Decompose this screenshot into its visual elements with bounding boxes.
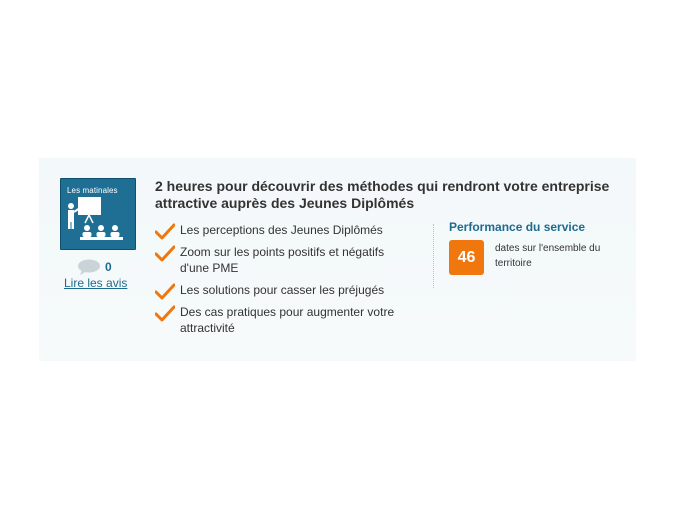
reviews-summary [77, 259, 112, 275]
checkmark-icon [155, 283, 175, 301]
training-card [39, 158, 636, 361]
matinales-thumbnail[interactable] [60, 178, 136, 250]
list-item [155, 222, 395, 238]
list-item-text: Zoom sur les points positifs et négatifs d'une PME [180, 245, 385, 275]
review-count: 0 [105, 260, 112, 274]
speech-bubble-icon [77, 259, 101, 275]
list-item [155, 304, 395, 336]
list-item [155, 282, 395, 298]
list-item-text: Les perceptions des Jeunes Diplômés [180, 223, 383, 237]
performance-description: dates sur l'ensemble du territoire [495, 243, 601, 269]
checkmark-icon [155, 223, 175, 241]
checkmark-icon [155, 245, 175, 263]
thumbnail-label: Les matinales [67, 186, 118, 195]
section-divider [433, 224, 434, 288]
training-title[interactable]: 2 heures pour découvrir des méthodes qui rendront votre entreprise attractive auprès des Jeunes Diplômés [155, 178, 610, 211]
checkmark-icon [155, 305, 175, 323]
list-item [155, 244, 395, 276]
read-reviews-link[interactable]: Lire les avis [64, 276, 128, 290]
benefits-list [155, 222, 395, 342]
list-item-text: Les solutions pour casser les préjugés [180, 283, 385, 297]
performance-count-badge: 46 [449, 240, 484, 275]
list-item-text: Des cas pratiques pour augmenter votre attractivité [180, 305, 395, 335]
performance-title: Performance du service [449, 220, 586, 234]
